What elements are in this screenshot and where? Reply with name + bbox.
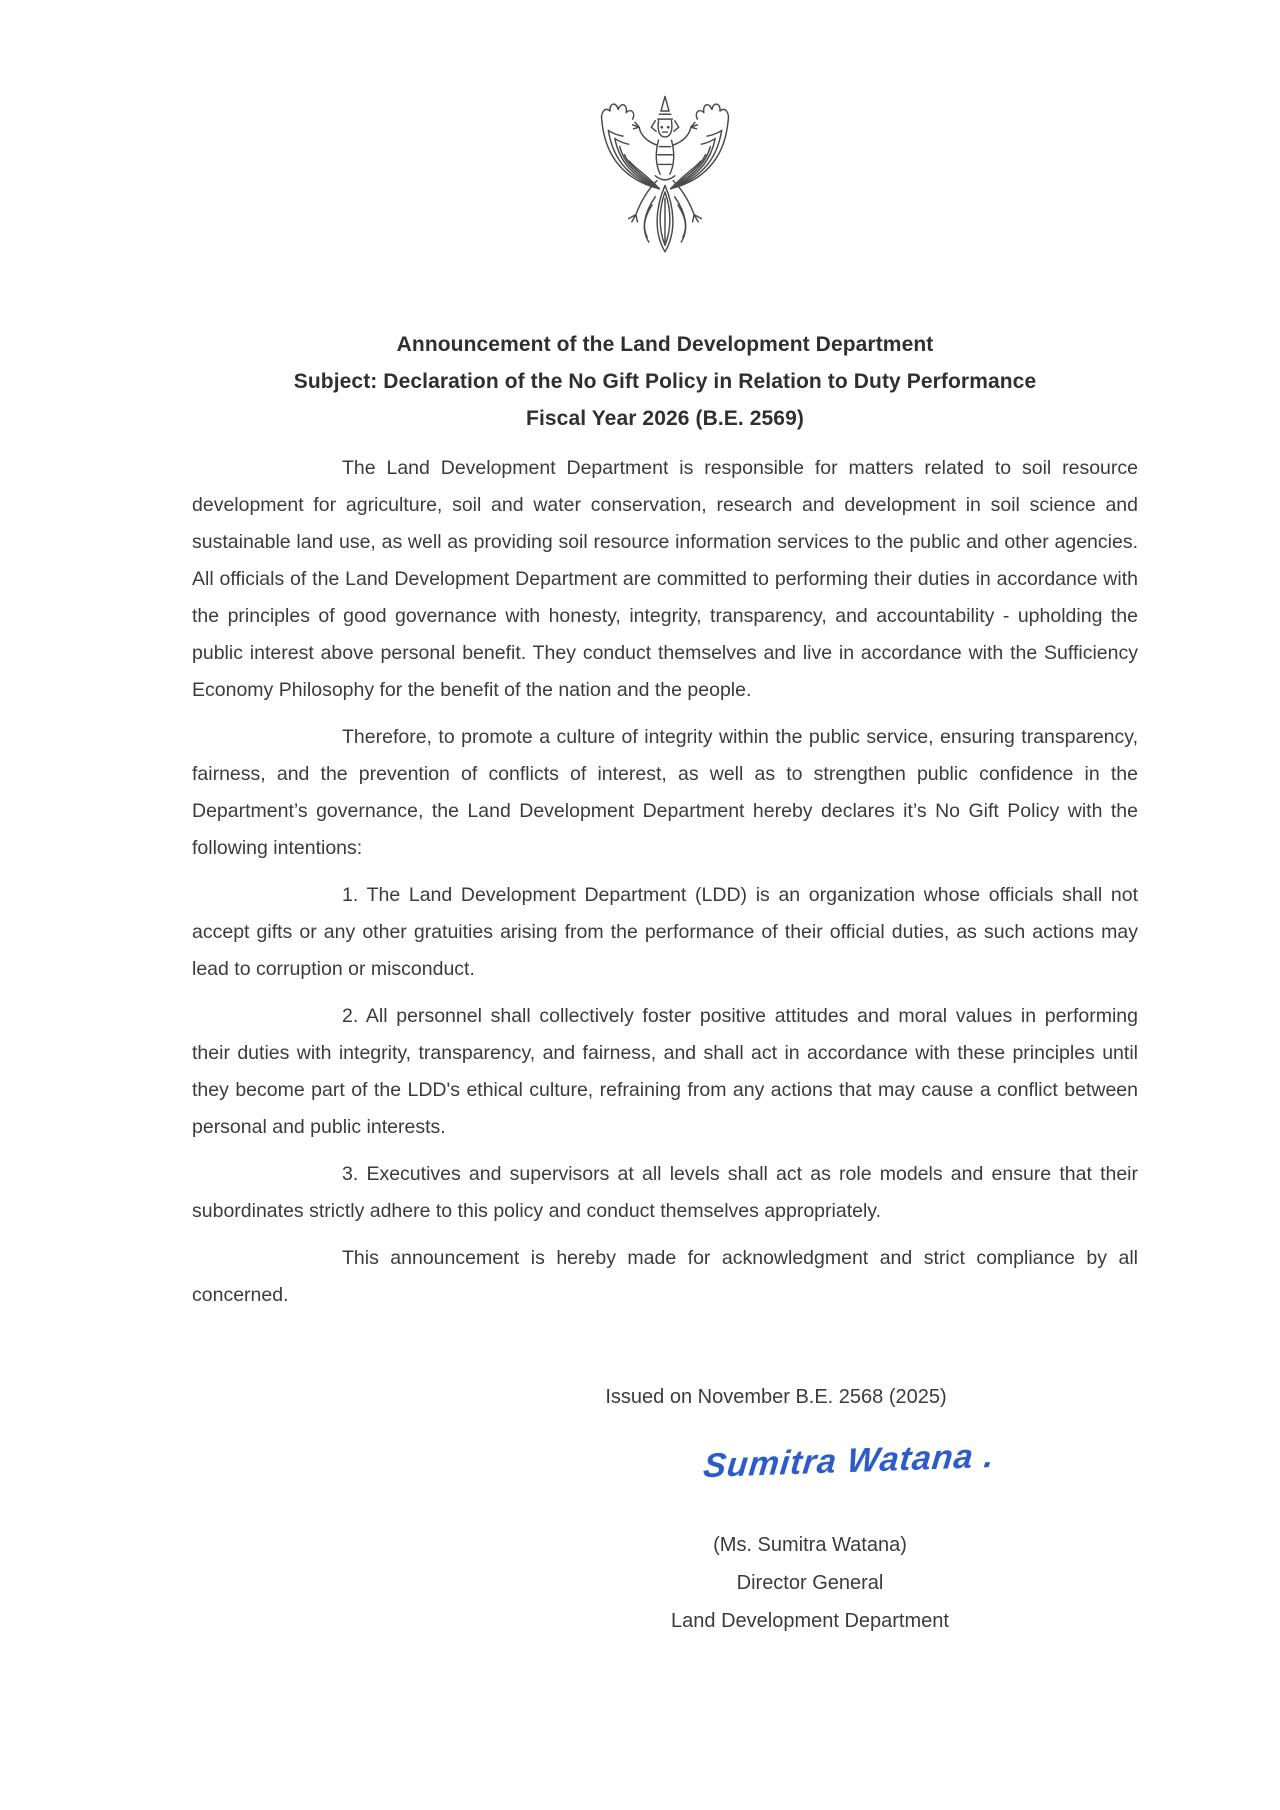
- left-wing: [602, 104, 660, 189]
- title-line-subject: Subject: Declaration of the No Gift Policy in Relation to Duty Performance: [293, 370, 1037, 393]
- document-title-block: [192, 326, 1138, 437]
- title-line-fiscal-year: Fiscal Year 2026 (B.E. 2569): [526, 407, 804, 430]
- signatory-block: [510, 1526, 1110, 1640]
- body-paragraph-item-2: 2. All personnel shall collectively foster positive attitudes and moral values in performing their duties with integrity, transparency, and fairness, and shall act in accordance with these principles until they become part of the LDD's ethical culture, refraining from any actions that may cause a conflict between personal and public interests.: [192, 1005, 1138, 1138]
- issued-date-line: Issued on November B.E. 2568 (2025): [605, 1386, 947, 1408]
- body-paragraph-item-3: 3. Executives and supervisors at all levels shall act as role models and ensure that their subordinates strictly adhere to this policy and conduct themselves appropriately.: [192, 1163, 1138, 1222]
- body-paragraph-declaration: Therefore, to promote a culture of integrity within the public service, ensuring transparency, fairness, and the prevention of conflicts of interest, as well as to strengthen public confidence in the Department’s governance, the Land Development Department hereby declares it’s No Gift Policy with the following intentions:: [192, 726, 1138, 859]
- signatory-name: (Ms. Sumitra Watana): [713, 1534, 907, 1556]
- title-line-announcement: Announcement of the Land Development Department: [396, 333, 934, 356]
- signatory-title: Director General: [736, 1572, 884, 1594]
- body-paragraph-item-1: 1. The Land Development Department (LDD) is an organization whose officials shall not accept gifts or any other gratuities arising from the performance of their official duties, as such actions may lead to corruption or misconduct.: [192, 884, 1138, 980]
- body-paragraph-intro: The Land Development Department is responsible for matters related to soil resource development for agriculture, soil and water conservation, research and development in soil science and sustainable land use, as well as providing soil resource information services to the public and other agencies. All officials of the Land Development Department are committed to performing their duties in accordance with the principles of good governance with honesty, integrity, transparency, and accountability - upholding the public interest above personal benefit. They conduct themselves and live in accordance with the Sufficiency Economy Philosophy for the benefit of the nation and the people.: [192, 457, 1138, 701]
- body-paragraph-closing: This announcement is hereby made for acknowledgment and strict compliance by all concerned.: [192, 1247, 1138, 1306]
- garuda-emblem-icon: [579, 90, 751, 268]
- document-body: [192, 450, 1138, 1324]
- signatory-organization: Land Development Department: [671, 1610, 949, 1632]
- handwritten-signature: Sumitra Watana .: [701, 1436, 997, 1486]
- right-wing: [671, 104, 729, 189]
